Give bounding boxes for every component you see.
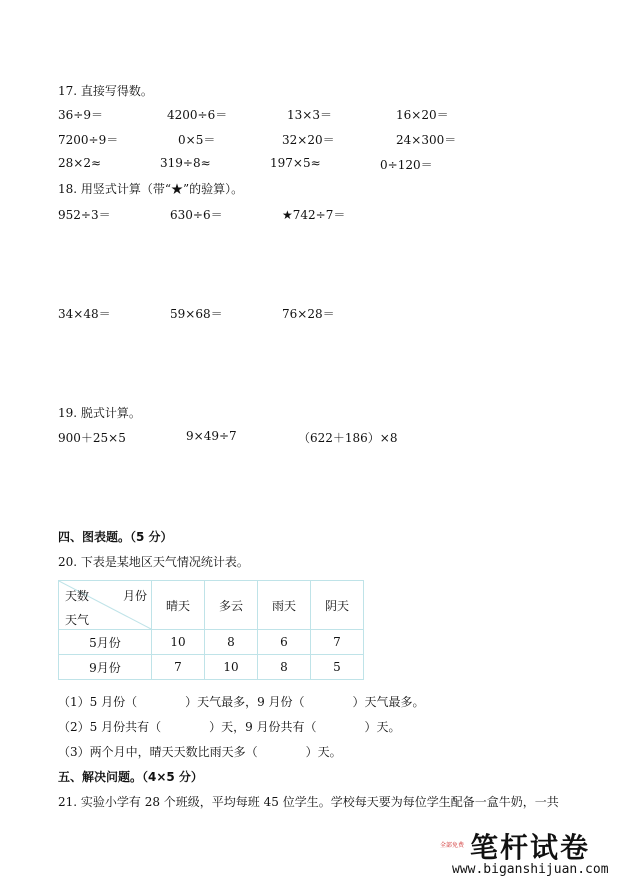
- q18-item: 59×68＝: [170, 307, 223, 321]
- q17-item: 28×2≈: [58, 156, 102, 170]
- corner-label-days: 天数: [65, 589, 90, 603]
- q18-item: 34×48＝: [58, 307, 111, 321]
- table-header-cell: 晴天: [152, 581, 205, 630]
- q19-title: 19. 脱式计算。: [58, 406, 141, 420]
- q17-item: 4200÷6＝: [167, 108, 228, 122]
- q19-item: 9×49÷7: [186, 429, 237, 443]
- q17-item: 24×300＝: [396, 133, 457, 147]
- q20-title: 20. 下表是某地区天气情况统计表。: [58, 555, 249, 569]
- q17-item: 36÷9＝: [58, 108, 103, 122]
- q17-title: 17. 直接写得数。: [58, 84, 153, 98]
- table-row: [59, 630, 364, 655]
- table-row: [59, 655, 364, 680]
- table-cell: 10: [152, 630, 205, 655]
- corner-label-month: 月份: [122, 589, 147, 603]
- q17-item: 197×5≈: [270, 156, 321, 170]
- table-cell: 6: [258, 630, 311, 655]
- row-label: 5月份: [59, 630, 152, 655]
- table-cell: 8: [258, 655, 311, 680]
- table-cell: 7: [152, 655, 205, 680]
- site-watermark: [440, 826, 620, 884]
- q18-item: 952÷3＝: [58, 208, 111, 222]
- weather-table: [58, 580, 364, 680]
- table-header-cell: 雨天: [258, 581, 311, 630]
- table-cell: 10: [205, 655, 258, 680]
- watermark-url: www.biganshijuan.com: [452, 862, 609, 877]
- q21-text: 21. 实验小学有 28 个班级，平均每班 45 位学生。学校每天要为每位学生配备一盒牛奶，一共: [58, 795, 559, 809]
- q17-item: 13×3＝: [287, 108, 332, 122]
- watermark-brand: 笔杆试卷: [470, 831, 591, 864]
- q17-item: 16×20＝: [396, 108, 449, 122]
- q18-item: 76×28＝: [282, 307, 335, 321]
- row-label: 9月份: [59, 655, 152, 680]
- table-cell: 5: [311, 655, 364, 680]
- q20-sub-question: （3）两个月中，晴天天数比雨天多（ ）天。: [58, 745, 342, 759]
- q19-item: 900＋25×5: [58, 431, 126, 445]
- q18-item: ★742÷7＝: [282, 208, 346, 222]
- section-heading: 五、解决问题。（4×5 分）: [58, 770, 203, 784]
- table-cell: 8: [205, 630, 258, 655]
- section-heading: 四、图表题。（5 分）: [58, 530, 173, 544]
- table-header-cell: 阴天: [311, 581, 364, 630]
- q18-title: 18. 用竖式计算（带“★”的验算）。: [58, 182, 244, 196]
- q19-item: （622＋186）×8: [298, 431, 398, 445]
- q17-item: 7200÷9＝: [58, 133, 119, 147]
- q20-sub-question: （2）5 月份共有（ ）天，9 月份共有（ ）天。: [58, 720, 401, 734]
- q17-item: 0÷120＝: [380, 158, 433, 172]
- q17-item: 319÷8≈: [160, 156, 211, 170]
- table-cell: 7: [311, 630, 364, 655]
- q17-item: 0×5＝: [178, 133, 216, 147]
- table-header-cell: 多云: [205, 581, 258, 630]
- table-corner-cell: [59, 581, 152, 630]
- q18-item: 630÷6＝: [170, 208, 223, 222]
- q17-item: 32×20＝: [282, 133, 335, 147]
- corner-label-weather: 天气: [65, 613, 90, 627]
- watermark-tag: 全部免费: [440, 842, 465, 849]
- q20-sub-question: （1）5 月份（ ）天气最多，9 月份（ ）天气最多。: [58, 695, 425, 709]
